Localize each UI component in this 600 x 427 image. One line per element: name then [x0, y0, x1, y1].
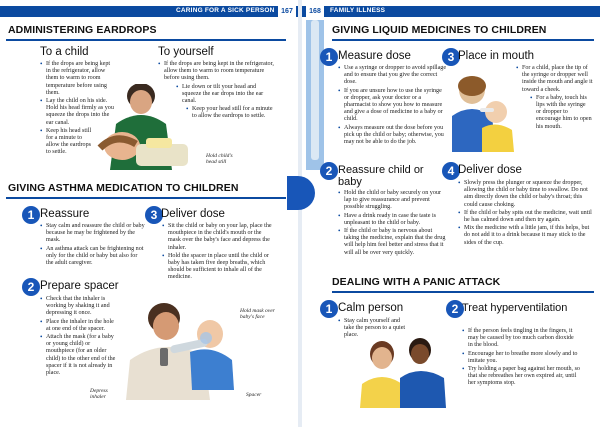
list-item: • Use a syringe or dropper to avoid spillage and to ensure that you give the correct dose.	[338, 65, 448, 87]
list-item: • If the drops are being kept in the refrigerator, allow them to warm to room temperature before using them.	[158, 61, 276, 83]
step-number-badge: 2	[320, 162, 338, 180]
eardrops-self-heading: To yourself	[158, 46, 214, 58]
liquid-step-list	[516, 65, 594, 132]
list-item: • Place the inhaler in the hole at one end of the spacer.	[40, 319, 116, 333]
panic-step-heading: Calm person	[338, 302, 404, 314]
panic-attack-heading: DEALING WITH A PANIC ATTACK	[332, 276, 501, 288]
panic-step-list	[462, 328, 580, 389]
liquid-step-heading: Measure dose	[338, 50, 411, 62]
step-number-badge: 1	[22, 206, 40, 224]
list-item: • Attach the mask (for a baby or young child) or mouthpiece (for an older child) to the other end of the spacer if it is not already in place.	[40, 334, 116, 377]
list-item: • For a child, place the tip of the syringe or dropper well inside the mouth and angle it toward a cheek.	[516, 65, 594, 94]
section-rule	[6, 197, 286, 199]
asthma-step-heading: Deliver dose	[161, 208, 225, 220]
step-number-badge: 3	[145, 206, 163, 224]
asthma-step-heading: Reassure	[40, 208, 90, 220]
asthma-step-list	[40, 296, 116, 378]
step-number-badge: 2	[446, 300, 464, 318]
asthma-heading: GIVING ASTHMA MEDICATION TO CHILDREN	[8, 182, 239, 194]
running-title-right: FAMILY ILLNESS	[330, 7, 386, 14]
eardrops-heading: ADMINISTERING EARDROPS	[8, 24, 157, 36]
liquid-step-list	[458, 180, 594, 248]
asthma-step-list	[162, 223, 272, 283]
list-item: • Keep your head still for a minute to allow the eardrops to settle.	[186, 106, 276, 120]
list-item: • Hold the spacer in place until the child or baby has taken five deep breaths, which should be sufficient to inhale all of the medicine.	[162, 253, 272, 282]
asthma-step-list	[40, 223, 146, 268]
eardrops-photo	[86, 84, 196, 170]
liquid-medicines-heading: GIVING LIQUID MEDICINES TO CHILDREN	[332, 24, 547, 36]
step-number-badge: 3	[442, 48, 460, 66]
panic-step-heading: Treat hyperventilation	[462, 302, 568, 314]
liquid-step-heading: Reassure child or baby	[338, 164, 424, 188]
list-item: • Slowly press the plunger or squeeze the dropper, allowing the child or baby time to swallow. Do not aim directly down the child or baby's throat; this could cause choking.	[458, 180, 594, 209]
list-item: • Encourage her to breathe more slowly and to imitate you.	[462, 351, 580, 365]
liquid-step-heading: Place in mouth	[458, 50, 535, 62]
liquid-photo	[452, 72, 514, 152]
thermometer-image	[302, 20, 330, 170]
list-item: • If the drops are being kept in the refrigerator, allow them to warm to room temperature before using them.	[40, 61, 116, 97]
list-item: • If the person feels tingling in the fingers, it may be caused by too much carbon dioxide in the blood.	[462, 328, 580, 350]
list-item: • Keep his head still for a minute to allow the eardrops to settle.	[40, 128, 92, 157]
step-number-badge: 2	[22, 278, 40, 296]
list-item: • Sit the child or baby on your lap, place the mouthpiece in the child's mouth or the mask over the baby's face and depress the inhaler.	[162, 223, 272, 252]
step-number-badge: 1	[320, 48, 338, 66]
list-item: • Stay calm and reassure the child or baby because he may be frightened by the mask.	[40, 223, 146, 245]
liquid-step-list	[338, 65, 448, 147]
list-item: • Have a drink ready in case the taste is unpleasant to the child or baby.	[338, 213, 448, 227]
left-page	[0, 0, 298, 427]
liquid-step-list	[338, 190, 448, 258]
list-item: • An asthma attack can be frightening not only for the child or baby but also for the adult caregiver.	[40, 246, 146, 268]
step-number-badge: 4	[442, 162, 460, 180]
page-number-right: 168	[306, 6, 324, 17]
step-number-badge: 1	[320, 300, 338, 318]
right-page	[302, 0, 600, 427]
asthma-step-heading: Prepare spacer	[40, 280, 119, 292]
list-item: • Try holding a paper bag against her mouth, so that she rebreathes her own expired air, until her symptoms stop.	[462, 366, 580, 388]
page-number-left: 167	[278, 6, 296, 17]
list-item: • Always measure out the dose before you pick up the child or baby; otherwise, you may not be able to do the job.	[338, 125, 448, 147]
list-item: • If the child or baby is nervous about taking the medicine, explain that the drug will help him feel better and stress that it will all be over very quickly.	[338, 228, 448, 257]
list-item: • Lay the child on his side. Hold his head firmly as you squeeze the drops into the ear canal.	[40, 98, 116, 127]
list-item: • If you are unsure how to use the syringe or dropper, ask your doctor or a pharmacist to show you how to measure and give a dose of medicine to a baby or child.	[338, 88, 448, 124]
list-item: • For a baby, touch his lips with the syringe or dropper to encourage him to open his mouth.	[530, 95, 592, 131]
eardrops-child-heading: To a child	[40, 46, 89, 58]
list-item: • Check that the inhaler is working by shaking it and depressing it once.	[40, 296, 116, 318]
asthma-photo	[120, 290, 244, 400]
asthma-caption-spacer: Spacer	[246, 392, 262, 398]
list-item: • If the child or baby spits out the medicine, wait until he has calmed down and then try again.	[458, 210, 594, 224]
asthma-caption-mask: Hold mask over baby's face	[240, 308, 275, 320]
list-item: • Mix the medicine with a little jam, if this helps, but do not add it to a drink because it may stick to the sides of the cup.	[458, 225, 594, 247]
section-rule	[6, 39, 286, 41]
list-item: • Stay calm yourself and take the person to a quiet place.	[338, 318, 408, 340]
panic-photo	[360, 338, 446, 408]
section-rule	[332, 291, 594, 293]
list-item: • Hold the child or baby securely on your lap to give reassurance and prevent possible struggling.	[338, 190, 448, 212]
list-item: • Lie down or tilt your head and squeeze the ear drops into the ear canal.	[176, 84, 276, 106]
section-rule	[332, 39, 594, 41]
liquid-step-heading: Deliver dose	[458, 164, 522, 176]
asthma-caption-inhaler: Depress inhaler	[90, 388, 108, 400]
eardrops-caption: Hold child's head still	[206, 153, 233, 165]
running-title-left: CARING FOR A SICK PERSON	[176, 7, 275, 14]
